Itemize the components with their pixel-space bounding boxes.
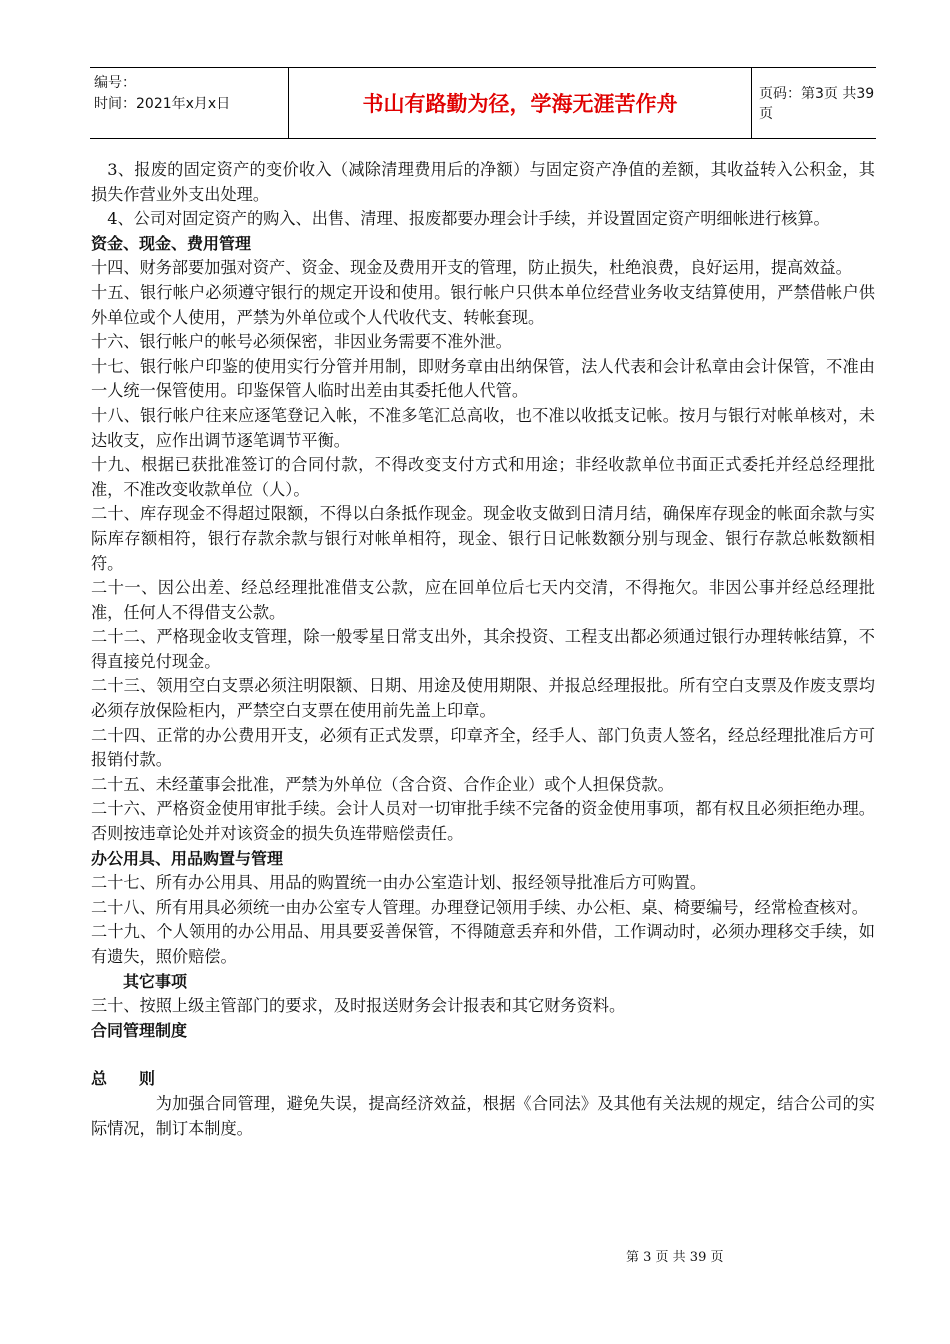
blank-line [91,1043,875,1067]
paragraph: 3、报废的固定资产的变价收入（减除清理费用后的净额）与固定资产净值的差额，其收益转入公积金，其损失作营业外支出处理。 [91,160,875,204]
paragraph: 二十九、个人领用的办公用品、用具要妥善保管，不得随意丢弃和外借，工作调动时，必须办理移交手续，如有遗失，照价赔偿。 [91,922,875,966]
paragraph: 二十八、所有用具必须统一由办公室专人管理。办理登记领用手续、办公柜、桌、椅要编号，经常检查核对。 [91,897,868,917]
paragraph: 十五、银行帐户必须遵守银行的规定开设和使用。银行帐户只供本单位经营业务收支结算使用，严禁借帐户供外单位或个人使用，严禁为外单位或个人代收代支、转帐套现。 [91,282,875,327]
paragraph: 二十七、所有办公用具、用品的购置统一由办公室造计划、报经领导批准后方可购置。 [91,873,707,893]
page-footer: 第 3 页 共 39 页 [626,1250,724,1265]
paragraph: 二十三、领用空白支票必须注明限额、日期、用途及使用期限、并报总经理报批。所有空白支票及作废支票均必须存放保险柜内，严禁空白支票在使用前先盖上印章。 [91,676,875,721]
document-body [91,158,875,1141]
section-heading: 总 则 [91,1069,156,1089]
paragraph: 二十四、正常的办公费用开支，必须有正式发票，印章齐全，经手人、部门负责人签名，经总经理批准后方可报销付款。 [91,725,875,770]
paragraph: 十八、银行帐户往来应逐笔登记入帐，不准多笔汇总高收，也不准以收抵支记帐。按月与银行对帐单核对，未达收支，应作出调节逐笔调节平衡。 [91,405,875,450]
page-header [90,67,876,139]
paragraph: 二十一、因公出差、经总经理批准借支公款，应在回单位后七天内交清，不得拖欠。非因公事并经总经理批准，任何人不得借支公款。 [91,578,875,622]
header-motto: 书山有路勤为径，学海无涯苦作舟 [288,68,752,138]
paragraph: 二十六、严格资金使用审批手续。会计人员对一切审批手续不完备的资金使用事项，都有权且必须拒绝办理。否则按违章论处并对该资金的损失负连带赔偿责任。 [91,799,875,844]
header-page-label: 页码：第3页 共39页 [759,86,875,122]
time-label: 时间：2021年x月x日 [94,96,231,112]
paragraph: 为加强合同管理，避免失误，提高经济效益，根据《合同法》及其他有关法规的规定，结合公司的实际情况，制订本制度。 [91,1093,875,1138]
paragraph: 二十、库存现金不得超过限额，不得以白条抵作现金。现金收支做到日清月结，确保库存现金的帐面余款与实际库存额相符，银行存款余款与银行对帐单相符，现金、银行日记帐数额分别与现金、银行存款总帐数额相符。 [91,504,875,573]
paragraph: 4、公司对固定资产的购入、出售、清理、报废都要办理会计手续，并设置固定资产明细帐进行核算。 [107,209,830,229]
paragraph: 十九、根据已获批准签订的合同付款，不得改变支付方式和用途；非经收款单位书面正式委托并经总经理批准，不准改变收款单位（人）。 [91,455,875,499]
paragraph: 十七、银行帐户印鉴的使用实行分管并用制，即财务章由出纳保管，法人代表和会计私章由会计保管，不准由一人统一保管使用。印鉴保管人临时出差由其委托他人代管。 [91,356,875,401]
section-heading: 其它事项 [123,971,188,991]
paragraph: 二十二、严格现金收支管理，除一般零星日常支出外，其余投资、工程支出都必须通过银行办理转帐结算，不得直接兑付现金。 [91,627,875,671]
section-heading: 资金、现金、费用管理 [91,233,252,253]
paragraph: 三十、按照上级主管部门的要求，及时报送财务会计报表和其它财务资料。 [91,996,626,1016]
header-meta [90,68,288,138]
paragraph: 十四、财务部要加强对资产、资金、现金及费用开支的管理，防止损失，杜绝浪费，良好运用，提高效益。 [91,258,852,278]
paragraph: 十六、银行帐户的帐号必须保密，非因业务需要不准外泄。 [91,332,512,352]
section-heading: 办公用具、用品购置与管理 [91,848,284,868]
section-heading: 合同管理制度 [91,1020,188,1040]
serial-number-label: 编号： [94,75,136,91]
paragraph: 二十五、未经董事会批准，严禁为外单位（含合资、合作企业）或个人担保贷款。 [91,774,674,794]
